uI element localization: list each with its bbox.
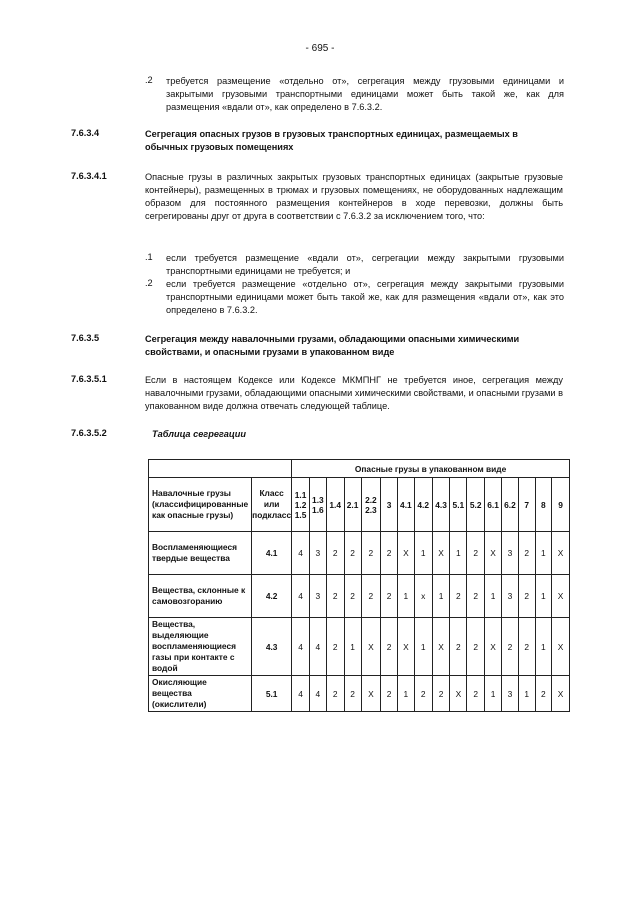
table-cell: X: [432, 532, 450, 575]
section-number: 7.6.3.4: [71, 128, 100, 138]
table-cell: 1: [485, 575, 502, 618]
class-cell: 4.3: [252, 618, 292, 676]
table-cell: 3: [502, 532, 519, 575]
table-caption: Таблица сегрегации: [152, 429, 246, 439]
class-header: Класс или подкласс: [252, 478, 292, 532]
table-cell: 2: [467, 618, 485, 676]
table-cell: x: [414, 575, 432, 618]
table-cell: 1: [450, 532, 467, 575]
table-cell: 4: [309, 618, 326, 676]
table-cell: X: [485, 618, 502, 676]
paragraph-text: Опасные грузы в различных закрытых грузовых транспортных единицах (закрытые грузовые контейнеры), размещенных в трюмах и грузовых помещениях, не оборудованных надлежащим образом для постоянного размещения контейнеров в ходе перевозки, должны быть сегрегированы друг от друга в соответствии с 7.6.3.2 за исключением того, что:: [145, 172, 563, 221]
section-number: 7.6.3.5.1: [71, 374, 107, 384]
table-cell: 4: [309, 676, 326, 712]
table-cell: 4: [292, 532, 310, 575]
row-label: Воспламеняющиеся твердые вещества: [149, 532, 252, 575]
table-row: [149, 676, 570, 712]
column-header: 2.2 2.3: [361, 478, 381, 532]
table-cell: X: [552, 532, 570, 575]
table-cell: 4: [292, 676, 310, 712]
table-cell: 2: [361, 575, 381, 618]
table-cell: 3: [502, 676, 519, 712]
class-cell: 5.1: [252, 676, 292, 712]
table-cell: 2: [467, 676, 485, 712]
column-header: 6.2: [502, 478, 519, 532]
row-label: Окисляющие вещества (окислители): [149, 676, 252, 712]
column-header: 2.1: [344, 478, 361, 532]
segregation-table: [148, 459, 570, 712]
table-cell: 2: [381, 676, 398, 712]
section-heading: Сегрегация опасных грузов в грузовых транспортных единицах, размещаемых в обычных грузовых помещениях: [145, 129, 518, 152]
table-cell: 1: [535, 575, 552, 618]
table-cell: X: [552, 575, 570, 618]
table-cell: 2: [361, 532, 381, 575]
table-row: [149, 532, 570, 575]
table-cell: 2: [467, 575, 485, 618]
table-cell: 2: [381, 532, 398, 575]
table-top-header: Опасные грузы в упакованном виде: [292, 460, 570, 478]
table-cell: 2: [502, 618, 519, 676]
row-label: Вещества, склонные к самовозгоранию: [149, 575, 252, 618]
table-cell: X: [397, 618, 414, 676]
table-row: [149, 618, 570, 676]
table-cell: 4: [292, 618, 310, 676]
column-header: 5.2: [467, 478, 485, 532]
row-header: Навалочные грузы (классифицированные как опасные грузы): [149, 478, 252, 532]
column-header: 6.1: [485, 478, 502, 532]
table-cell: 2: [518, 618, 535, 676]
table-cell: 4: [292, 575, 310, 618]
table-cell: 2: [467, 532, 485, 575]
section-number: 7.6.3.5: [71, 333, 100, 343]
table-cell: 2: [344, 575, 361, 618]
table-cell: 1: [432, 575, 450, 618]
list-text: если требуется размещение «вдали от», сегрегации между закрытыми грузовыми транспортными единицами не требуется; и: [166, 253, 564, 276]
list-marker: .2: [145, 278, 153, 288]
table-cell: X: [361, 676, 381, 712]
table-cell: X: [552, 618, 570, 676]
table-cell: X: [397, 532, 414, 575]
section-number: 7.6.3.5.2: [71, 428, 107, 438]
column-header: 1.1 1.2 1.5: [292, 478, 310, 532]
column-header: 4.2: [414, 478, 432, 532]
table-cell: 1: [518, 676, 535, 712]
list-marker: .1: [145, 252, 153, 262]
table-cell: X: [485, 532, 502, 575]
table-row: [149, 575, 570, 618]
table-cell: X: [450, 676, 467, 712]
table-cell: X: [432, 618, 450, 676]
table-cell: 2: [344, 676, 361, 712]
table-cell: X: [552, 676, 570, 712]
table-cell: 3: [502, 575, 519, 618]
table-cell: 1: [485, 676, 502, 712]
table-cell: 2: [450, 575, 467, 618]
table-cell: 1: [344, 618, 361, 676]
column-header: 5.1: [450, 478, 467, 532]
table-cell: 1: [397, 575, 414, 618]
table-cell: 2: [344, 532, 361, 575]
column-header: 7: [518, 478, 535, 532]
class-cell: 4.1: [252, 532, 292, 575]
paragraph-text: Если в настоящем Кодексе или Кодексе МКМПНГ не требуется иное, сегрегация между навалочными грузами, обладающими опасными химическими свойствами, и опасными грузами в упакованном виде должна отвечать следующей таблице.: [145, 375, 563, 411]
column-header: 4.3: [432, 478, 450, 532]
table-cell: 2: [381, 618, 398, 676]
column-header: 3: [381, 478, 398, 532]
table-cell: 2: [450, 618, 467, 676]
row-label: Вещества, выделяющие воспламеняющиеся газы при контакте с водой: [149, 618, 252, 676]
table-cell: 2: [326, 618, 344, 676]
column-header: 1.4: [326, 478, 344, 532]
table-cell: 1: [535, 618, 552, 676]
table-cell: 2: [326, 532, 344, 575]
table-cell: 3: [309, 575, 326, 618]
column-header: 1.3 1.6: [309, 478, 326, 532]
section-heading: Сегрегация между навалочными грузами, обладающими опасными химическими свойствами, и опасными грузами в упакованном виде: [145, 334, 520, 357]
list-marker: .2: [145, 75, 153, 85]
table-cell: 2: [518, 575, 535, 618]
page-number: - 695 -: [305, 43, 335, 54]
table-cell: 2: [326, 575, 344, 618]
section-number: 7.6.3.4.1: [71, 171, 107, 181]
table-cell: 3: [309, 532, 326, 575]
table-cell: 1: [414, 532, 432, 575]
table-cell: 2: [414, 676, 432, 712]
list-text: требуется размещение «отдельно от», сегрегация между грузовыми единицами и закрытыми грузовыми транспортными единицами может быть такой же, как для размещения «вдали от», как определено в 7.6.3.2.: [166, 76, 564, 112]
table-cell: 2: [432, 676, 450, 712]
table-corner: [149, 460, 292, 478]
column-header: 8: [535, 478, 552, 532]
class-cell: 4.2: [252, 575, 292, 618]
list-text: если требуется размещение «отдельно от», сегрегация между закрытыми грузовыми транспортными единицами может быть такой же, как для размещения «вдали от», как это определено в 7.6.3.2.: [166, 279, 564, 315]
table-cell: 1: [535, 532, 552, 575]
table-cell: 2: [326, 676, 344, 712]
column-header: 9: [552, 478, 570, 532]
column-header: 4.1: [397, 478, 414, 532]
table-cell: 2: [535, 676, 552, 712]
table-cell: 1: [414, 618, 432, 676]
table-cell: 1: [397, 676, 414, 712]
table-cell: 2: [381, 575, 398, 618]
table-cell: X: [361, 618, 381, 676]
table-cell: 2: [518, 532, 535, 575]
